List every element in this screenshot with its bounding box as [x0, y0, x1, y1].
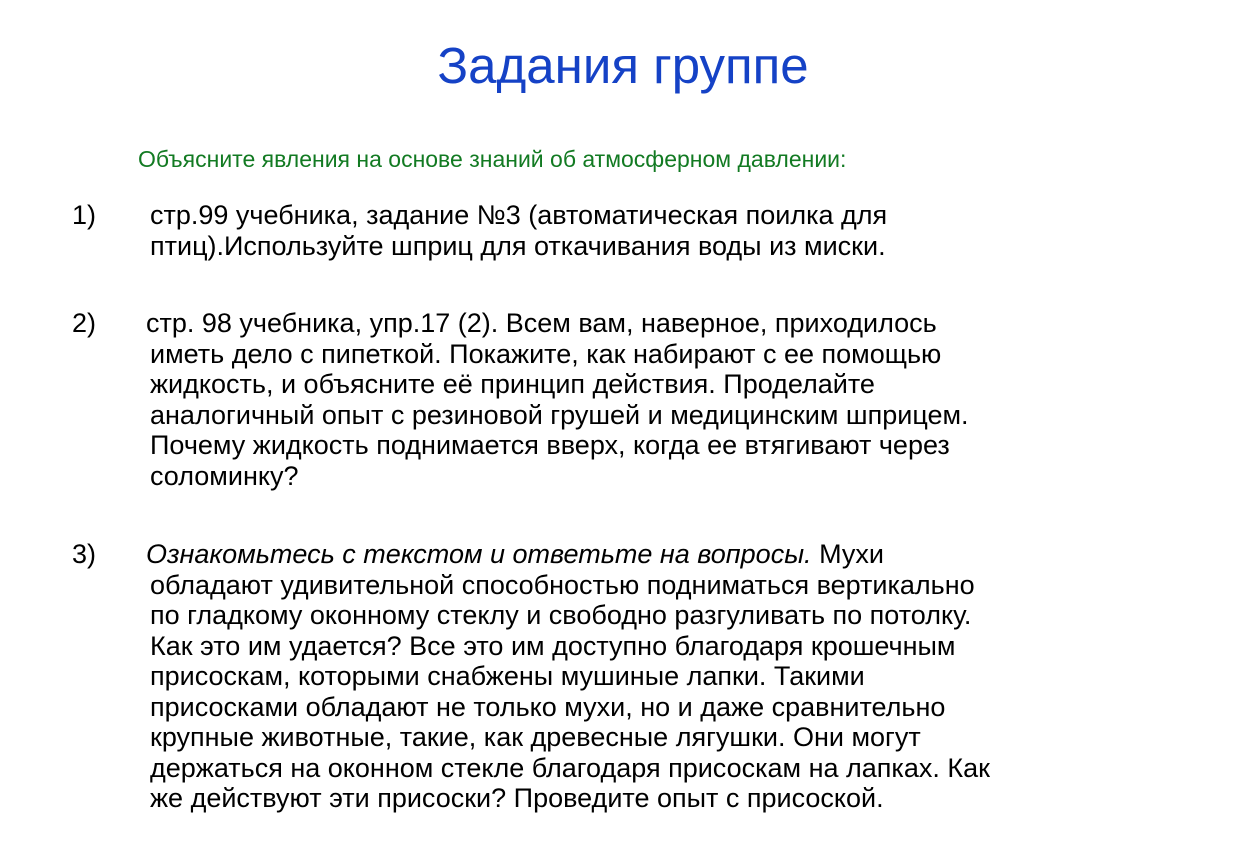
task-first-line-rest: Мухи: [811, 539, 884, 569]
task-text: [146, 308, 1230, 491]
task-line: обладают удивительной способностью подниматься вертикально: [150, 569, 975, 600]
task-text: [146, 539, 1230, 814]
task-line: стр. 98 учебника, упр.17 (2). Всем вам, наверное, приходилось: [146, 308, 937, 338]
slide-title: Задания группе: [437, 37, 809, 94]
task-text: [150, 200, 1230, 261]
task-number: 1): [72, 200, 97, 230]
task-line: соломинку?: [150, 460, 299, 491]
task-line: Как это им удается? Все это им доступно благодаря крошечным: [150, 630, 956, 661]
slide-subtitle: Объясните явления на основе знаний об атмосферном давлении:: [138, 146, 847, 172]
task-line: присоскам, которыми снабжены мушиные лапки. Такими: [150, 661, 865, 691]
task-line: Почему жидкость поднимается вверх, когда ее втягивают через: [150, 430, 950, 460]
task-line: иметь дело с пипеткой. Покажите, как набирают с ее помощью: [150, 338, 942, 369]
task-line: аналогичный опыт с резиновой грушей и медицинским шприцем.: [150, 399, 969, 430]
task-line: стр.99 учебника, задание №3 (автоматическая поилка для: [150, 200, 888, 230]
task-line: птиц).Используйте шприц для откачивания воды из миски.: [150, 230, 886, 261]
task-line: держаться на оконном стекле благодаря присоскам на лапках. Как: [150, 752, 990, 783]
task-line: же действуют эти присоски? Проведите опыт с присоской.: [150, 783, 884, 813]
task-first-line: [146, 539, 1230, 570]
task-line: присосками обладают не только мухи, но и даже сравнительно: [150, 691, 946, 722]
task-line: крупные животные, такие, как древесные лягушки. Они могут: [150, 722, 921, 752]
task-italic-intro: Ознакомьтесь с текстом и ответьте на вопросы.: [146, 539, 812, 569]
task-line: жидкость, и объясните её принцип действия. Проделайте: [150, 369, 875, 399]
task-number: 2): [72, 308, 97, 338]
task-number: 3): [72, 539, 97, 569]
task-line: по гладкому оконному стеклу и свободно разгуливать по потолку.: [150, 600, 972, 630]
